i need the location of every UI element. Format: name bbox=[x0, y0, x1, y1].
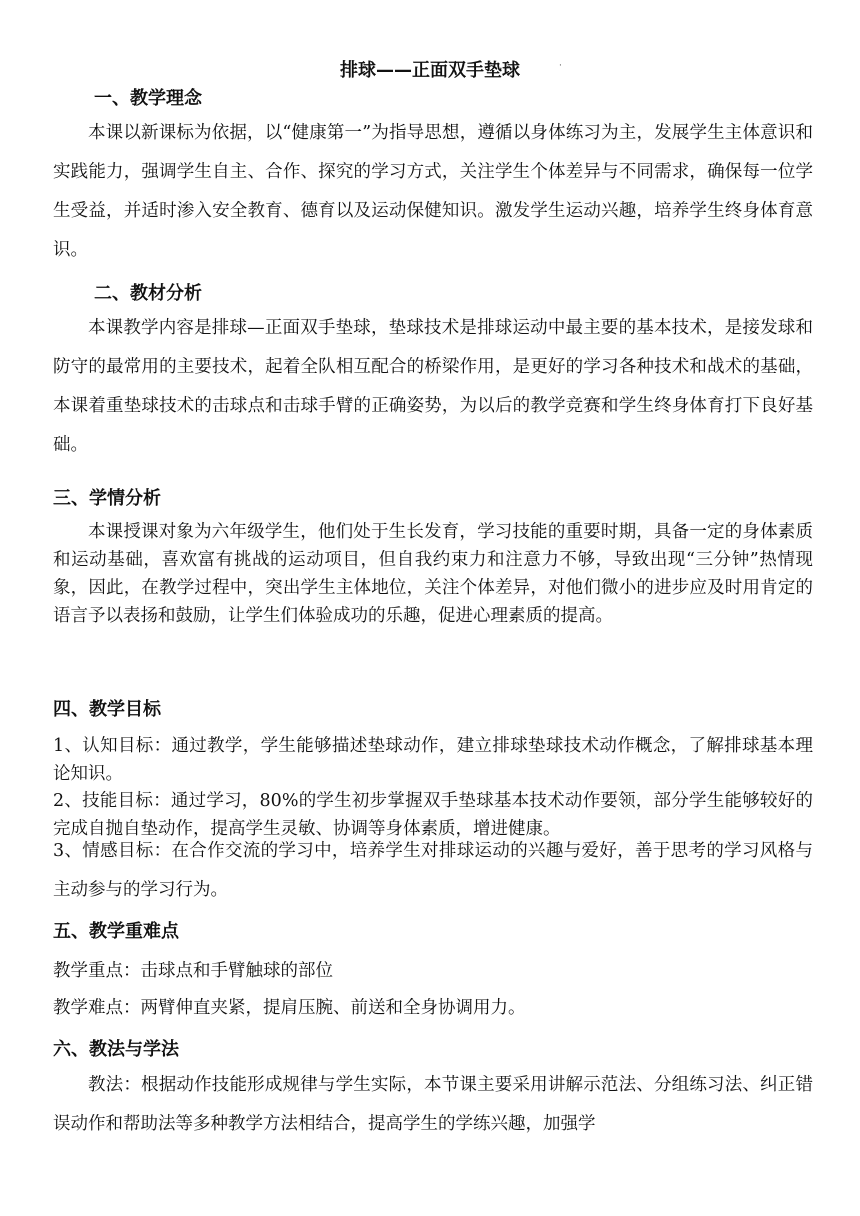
document-title: 排球——正面双手垫球 bbox=[340, 60, 520, 81]
section-heading-6: 六、教法与学法 bbox=[53, 1039, 179, 1060]
objective-skill: 2、技能目标：通过学习，80%的学生初步掌握双手垫球基本技术动作要领，部分学生能够较好的完成自抛自垫动作，提高学生灵敏、协调等身体素质，增进健康。 bbox=[53, 791, 813, 839]
section-heading-1: 一、教学理念 bbox=[94, 88, 202, 109]
section-heading-4: 四、教学目标 bbox=[53, 699, 161, 720]
section-heading-3: 三、学情分析 bbox=[53, 488, 161, 509]
section-heading-5: 五、教学重难点 bbox=[53, 921, 179, 942]
section-1-paragraph: 本课以新课标为依据，以“健康第一”为指导思想，遵循以身体练习为主，发展学生主体意识和实践能力，强调学生自主、合作、探究的学习方式，关注学生个体差异与不同需求，确保每一位学生受益，并适时渗入安全教育、德育以及运动保健知识。激发学生运动兴趣，培养学生终身体育意识。 bbox=[53, 123, 813, 260]
section-3-paragraph: 本课授课对象为六年级学生，他们处于生长发育，学习技能的重要时期，具备一定的身体素质和运动基础，喜欢富有挑战的运动项目，但自我约束力和注意力不够，导致出现“三分钟”热情现象，因此，在教学过程中，突出学生主体地位，关注个体差异，对他们微小的进步应及时用肯定的语言予以表扬和鼓励，让学生们体验成功的乐趣，促进心理素质的提高。 bbox=[53, 522, 813, 626]
section-heading-2: 二、教材分析 bbox=[94, 283, 202, 304]
stray-mark: · bbox=[559, 61, 562, 71]
section-2-paragraph: 本课教学内容是排球—正面双手垫球，垫球技术是排球运动中最主要的基本技术，是接发球和防守的最常用的主要技术，起着全队相互配合的桥梁作用，是更好的学习各种技术和战术的基础，本课着重垫球技术的击球点和击球手臂的正确姿势，为以后的教学竞赛和学生终身体育打下良好基础。 bbox=[53, 318, 813, 455]
objective-affective: 3、情感目标：在合作交流的学习中，培养学生对排球运动的兴趣与爱好，善于思考的学习风格与主动参与的学习行为。 bbox=[53, 841, 813, 900]
key-point: 教学重点：击球点和手臂触球的部位 bbox=[53, 961, 333, 981]
objective-cognitive: 1、认知目标：通过教学，学生能够描述垫球动作，建立排球垫球技术动作概念，了解排球基本理论知识。 bbox=[53, 736, 813, 784]
teaching-method-paragraph: 教法：根据动作技能形成规律与学生实际，本节课主要采用讲解示范法、分组练习法、纠正错误动作和帮助法等多种教学方法相结合，提高学生的学练兴趣，加强学 bbox=[53, 1075, 813, 1134]
difficult-point: 教学难点：两臂伸直夹紧，提肩压腕、前送和全身协调用力。 bbox=[53, 998, 526, 1018]
